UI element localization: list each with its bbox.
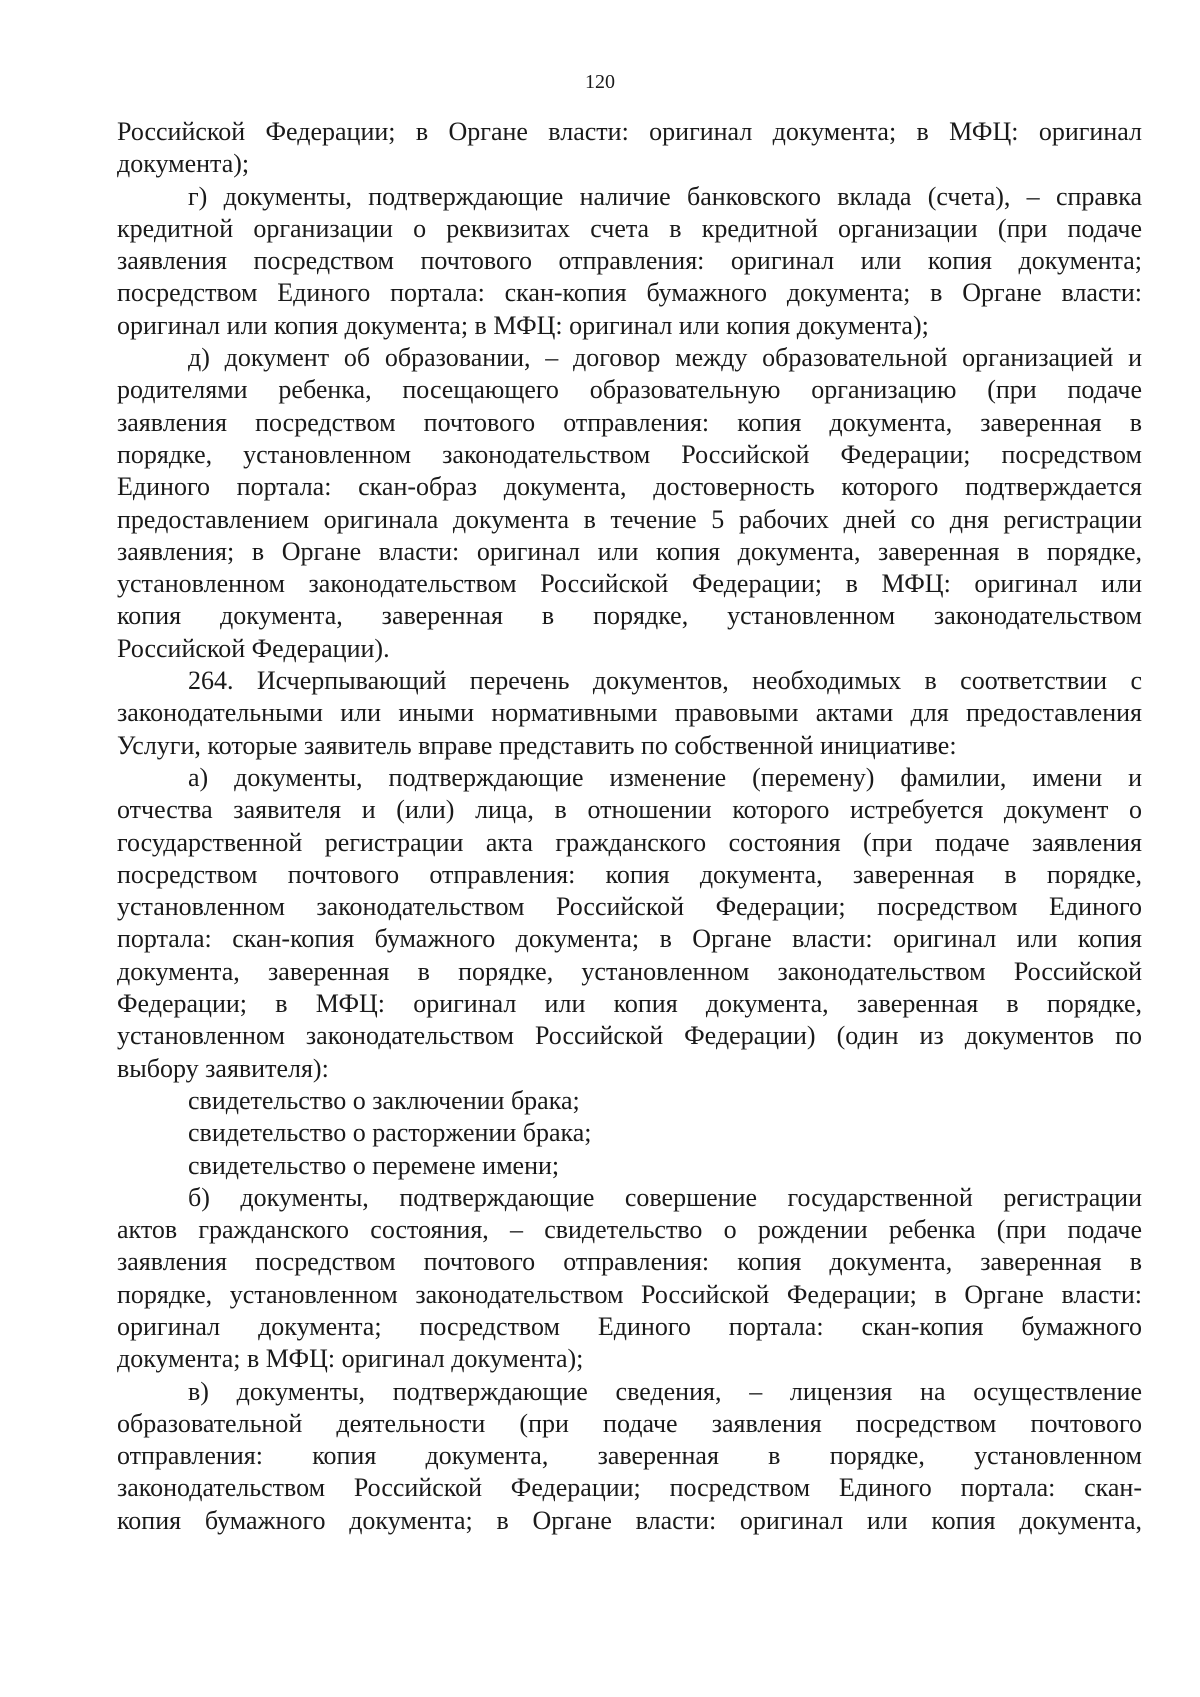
list-item: свидетельство о расторжении брака; — [188, 1118, 592, 1148]
text-line: портала: скан-копия бумажного документа; в Органе власти: оригинал или копия — [117, 924, 1142, 954]
text-line: заявления посредством почтового отправления: копия документа, заверенная в — [117, 1247, 1142, 1277]
text-line: выбору заявителя): — [117, 1053, 329, 1083]
text-line: актов гражданского состояния, – свидетельство о рождении ребенка (при подаче — [117, 1215, 1142, 1245]
text-line: заявления посредством почтового отправления: оригинал или копия документа; — [117, 246, 1142, 276]
text-line: предоставлением оригинала документа в течение 5 рабочих дней со дня регистрации — [117, 504, 1142, 534]
text-line: законодательством Российской Федерации; посредством Единого портала: скан- — [117, 1473, 1142, 1503]
text-line: заявления; в Органе власти: оригинал или копия документа, заверенная в порядке, — [117, 536, 1142, 566]
text-line: документа; в МФЦ: оригинал документа); — [117, 1344, 584, 1374]
text-line: д) документ об образовании, – договор между образовательной организацией и — [188, 343, 1142, 373]
list-item: свидетельство о заключении брака; — [188, 1085, 580, 1115]
text-line: документа, заверенная в порядке, установленном законодательством Российской — [117, 956, 1142, 986]
page-number: 120 — [585, 71, 615, 93]
text-line: родителями ребенка, посещающего образовательную организацию (при подаче — [117, 375, 1142, 405]
text-line: образовательной деятельности (при подаче заявления посредством почтового — [117, 1408, 1142, 1438]
text-line: копия документа, заверенная в порядке, установленном законодательством — [117, 601, 1142, 631]
text-line: установленном законодательством Российской Федерации) (один из документов по — [117, 1021, 1142, 1051]
text-line: законодательными или иными нормативными правовыми актами для предоставления — [117, 698, 1142, 728]
text-line: посредством почтового отправления: копия документа, заверенная в порядке, — [117, 859, 1142, 889]
text-line: оригинал документа; посредством Единого портала: скан-копия бумажного — [117, 1311, 1142, 1341]
document-body — [117, 116, 1142, 1537]
text-line: в) документы, подтверждающие сведения, – лицензия на осуществление — [188, 1376, 1142, 1406]
text-line: копия бумажного документа; в Органе власти: оригинал или копия документа, — [117, 1505, 1142, 1535]
text-line: порядке, установленном законодательством Российской Федерации; посредством — [117, 439, 1142, 469]
text-line: отчества заявителя и (или) лица, в отношении которого истребуется документ о — [117, 795, 1142, 825]
text-line: кредитной организации о реквизитах счета в кредитной организации (при подаче — [117, 213, 1142, 243]
text-line: 264. Исчерпывающий перечень документов, необходимых в соответствии с — [188, 666, 1142, 696]
text-line: Федерации; в МФЦ: оригинал или копия документа, заверенная в порядке, — [117, 989, 1142, 1019]
text-line: порядке, установленном законодательством Российской Федерации; в Органе власти: — [117, 1279, 1142, 1309]
text-line: г) документы, подтверждающие наличие банковского вклада (счета), – справка — [188, 181, 1142, 211]
text-line: государственной регистрации акта гражданского состояния (при подаче заявления — [117, 827, 1142, 857]
text-line: Единого портала: скан-образ документа, достоверность которого подтверждается — [117, 472, 1142, 502]
text-line: посредством Единого портала: скан-копия бумажного документа; в Органе власти: — [117, 278, 1142, 308]
text-line: а) документы, подтверждающие изменение (перемену) фамилии, имени и — [188, 762, 1142, 792]
text-line: установленном законодательством Российской Федерации; в МФЦ: оригинал или — [117, 569, 1142, 599]
text-line: оригинал или копия документа; в МФЦ: оригинал или копия документа); — [117, 310, 929, 340]
text-line: б) документы, подтверждающие совершение государственной регистрации — [188, 1182, 1142, 1212]
text-line: Российской Федерации). — [117, 633, 390, 663]
text-line: отправления: копия документа, заверенная в порядке, установленном — [117, 1441, 1142, 1471]
text-line: Российской Федерации; в Органе власти: оригинал документа; в МФЦ: оригинал — [117, 117, 1142, 146]
text-line: Услуги, которые заявитель вправе представить по собственной инициативе: — [117, 730, 957, 760]
list-item: свидетельство о перемене имени; — [188, 1150, 560, 1180]
text-line: установленном законодательством Российской Федерации; посредством Единого — [117, 892, 1142, 922]
text-line: заявления посредством почтового отправления: копия документа, заверенная в — [117, 407, 1142, 437]
text-line: документа); — [117, 149, 250, 179]
